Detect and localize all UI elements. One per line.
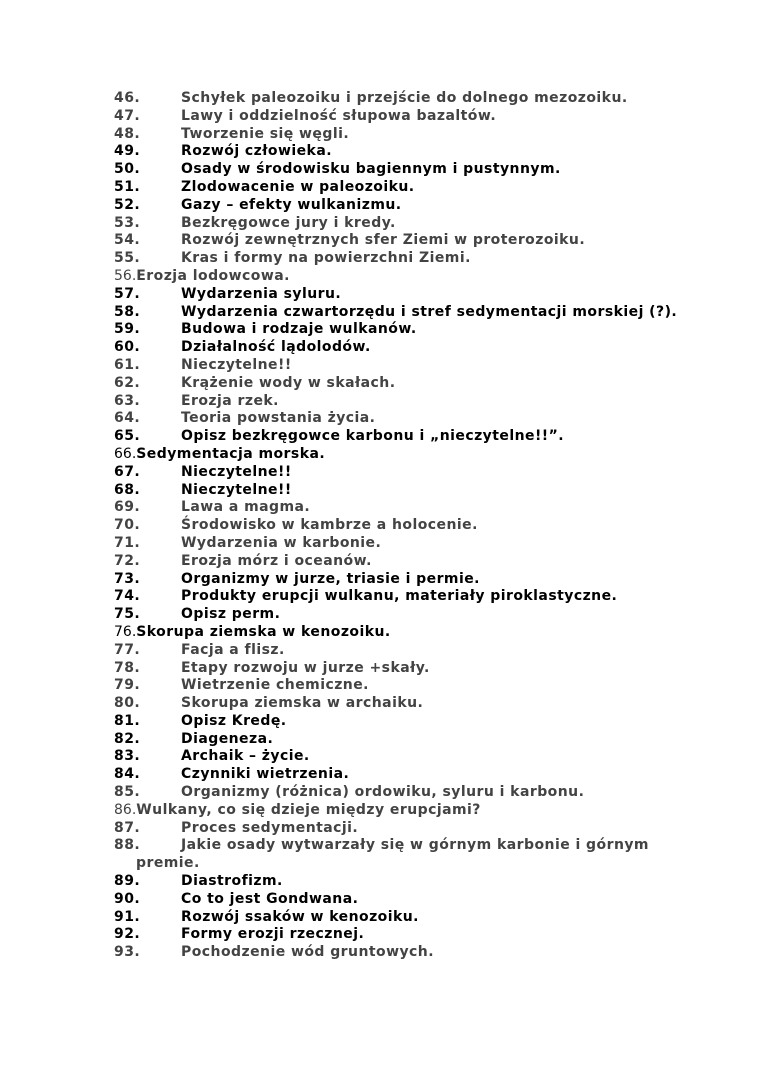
item-text: Wydarzenia w karbonie. xyxy=(181,534,382,551)
item-number: 65. xyxy=(114,428,141,445)
item-number: 59. xyxy=(114,321,141,338)
list-item xyxy=(114,820,704,838)
item-text: Opisz perm. xyxy=(181,606,281,623)
item-number: 53. xyxy=(114,214,141,231)
list-item xyxy=(114,660,704,678)
item-text: Erozja lodowcowa. xyxy=(136,267,290,284)
list-item xyxy=(114,677,704,695)
item-number: 85. xyxy=(114,784,141,801)
item-text: Rozwój człowieka. xyxy=(181,143,332,160)
item-number: 56. xyxy=(114,267,137,284)
list-item xyxy=(114,624,704,642)
item-text: Tworzenie się węgli. xyxy=(181,125,350,142)
item-text: Skorupa ziemska w archaiku. xyxy=(181,695,424,712)
list-item xyxy=(114,606,704,624)
list-item xyxy=(114,499,704,517)
list-item xyxy=(114,642,704,660)
item-number: 78. xyxy=(114,659,141,676)
list-item xyxy=(114,250,704,268)
item-number: 55. xyxy=(114,250,141,267)
item-number: 62. xyxy=(114,374,141,391)
item-number: 76. xyxy=(114,623,137,640)
item-number: 54. xyxy=(114,232,141,249)
item-text: Erozja mórz i oceanów. xyxy=(181,552,372,569)
list-item xyxy=(114,321,704,339)
list-item xyxy=(114,731,704,749)
item-text: Wulkany, co się dzieje między erupcjami? xyxy=(136,801,481,818)
item-number: 52. xyxy=(114,196,141,213)
list-item xyxy=(114,748,704,766)
item-text: Nieczytelne!! xyxy=(181,463,292,480)
list-item xyxy=(114,161,704,179)
list-item xyxy=(114,926,704,944)
list-item xyxy=(114,588,704,606)
item-text: Kras i formy na powierzchni Ziemi. xyxy=(181,250,471,267)
item-text: Organizmy (różnica) ordowiku, syluru i karbonu. xyxy=(181,784,585,801)
list-item xyxy=(114,464,704,482)
item-text: Wietrzenie chemiczne. xyxy=(181,677,369,694)
list-item xyxy=(114,909,704,927)
item-text: Osady w środowisku bagiennym i pustynnym. xyxy=(181,161,561,178)
item-text: Schyłek paleozoiku i przejście do dolnego mezozoiku. xyxy=(181,90,628,106)
item-number: 51. xyxy=(114,178,141,195)
item-text: Proces sedymentacji. xyxy=(181,819,359,836)
list-item xyxy=(114,357,704,375)
item-number: 90. xyxy=(114,890,141,907)
list-item xyxy=(114,446,704,464)
list-item xyxy=(114,482,704,500)
item-text: Opisz Kredę. xyxy=(181,712,287,729)
item-text: Bezkręgowce jury i kredy. xyxy=(181,214,396,231)
list-item xyxy=(114,873,704,891)
list-item xyxy=(114,784,704,802)
item-number: 64. xyxy=(114,410,141,427)
item-text: Co to jest Gondwana. xyxy=(181,890,359,907)
item-number: 92. xyxy=(114,926,141,943)
item-number: 69. xyxy=(114,499,141,516)
list-item xyxy=(114,197,704,215)
item-number: 49. xyxy=(114,143,141,160)
item-text: Archaik – życie. xyxy=(181,748,310,765)
item-number: 87. xyxy=(114,819,141,836)
item-text: Formy erozji rzecznej. xyxy=(181,926,365,943)
list-item xyxy=(114,108,704,126)
item-number: 89. xyxy=(114,873,141,890)
list-item xyxy=(114,375,704,393)
list-item xyxy=(114,90,704,108)
item-number: 88. xyxy=(114,837,141,854)
list-item xyxy=(114,891,704,909)
list-item xyxy=(114,553,704,571)
item-number: 81. xyxy=(114,712,141,729)
item-text: Lawy i oddzielność słupowa bazaltów. xyxy=(181,107,497,124)
list-item xyxy=(114,944,704,962)
item-text: Wydarzenia syluru. xyxy=(181,285,342,302)
item-text: Zlodowacenie w paleozoiku. xyxy=(181,178,415,195)
item-number: 71. xyxy=(114,534,141,551)
list-item xyxy=(114,535,704,553)
item-number: 79. xyxy=(114,677,141,694)
item-text: Organizmy w jurze, triasie i permie. xyxy=(181,570,480,587)
list-item xyxy=(114,837,704,873)
item-number: 73. xyxy=(114,570,141,587)
item-text: Nieczytelne!! xyxy=(181,481,292,498)
item-number: 86. xyxy=(114,801,137,818)
list-item xyxy=(114,393,704,411)
item-text: Facja a flisz. xyxy=(181,641,285,658)
list-item xyxy=(114,232,704,250)
item-text: Jakie osady wytwarzały się w górnym karbonie i górnym premie. xyxy=(136,837,649,872)
item-number: 80. xyxy=(114,695,141,712)
item-text: Krążenie wody w skałach. xyxy=(181,374,396,391)
item-number: 46. xyxy=(114,90,141,106)
item-number: 68. xyxy=(114,481,141,498)
item-number: 77. xyxy=(114,641,141,658)
list-item xyxy=(114,410,704,428)
item-text: Opisz bezkręgowce karbonu i „nieczytelne!!”. xyxy=(181,428,565,445)
item-number: 47. xyxy=(114,107,141,124)
list-item xyxy=(114,766,704,784)
list-item xyxy=(114,268,704,286)
item-text: Budowa i rodzaje wulkanów. xyxy=(181,321,417,338)
item-text: Erozja rzek. xyxy=(181,392,279,409)
list-item xyxy=(114,713,704,731)
item-text: Sedymentacja morska. xyxy=(136,445,326,462)
item-number: 60. xyxy=(114,339,141,356)
list-item xyxy=(114,179,704,197)
item-number: 48. xyxy=(114,125,141,142)
list-item xyxy=(114,571,704,589)
item-text: Środowisko w kambrze a holocenie. xyxy=(181,517,478,534)
item-number: 50. xyxy=(114,161,141,178)
item-number: 66. xyxy=(114,445,137,462)
item-number: 93. xyxy=(114,944,141,961)
list-item xyxy=(114,695,704,713)
item-text: Rozwój zewnętrznych sfer Ziemi w proterozoiku. xyxy=(181,232,586,249)
item-number: 83. xyxy=(114,748,141,765)
item-text: Nieczytelne!! xyxy=(181,356,292,373)
item-number: 72. xyxy=(114,552,141,569)
item-number: 57. xyxy=(114,285,141,302)
item-number: 74. xyxy=(114,588,141,605)
item-number: 91. xyxy=(114,908,141,925)
item-number: 61. xyxy=(114,356,141,373)
item-number: 58. xyxy=(114,303,141,320)
item-number: 70. xyxy=(114,517,141,534)
item-number: 63. xyxy=(114,392,141,409)
question-list xyxy=(114,90,704,962)
item-text: Diastrofizm. xyxy=(181,873,283,890)
item-text: Teoria powstania życia. xyxy=(181,410,376,427)
item-text: Lawa a magma. xyxy=(181,499,311,516)
item-number: 82. xyxy=(114,730,141,747)
item-text: Diageneza. xyxy=(181,730,274,747)
item-text: Wydarzenia czwartorzędu i stref sedymentacji morskiej (?). xyxy=(181,303,678,320)
list-item xyxy=(114,802,704,820)
item-text: Produkty erupcji wulkanu, materiały piroklastyczne. xyxy=(181,588,618,605)
list-item xyxy=(114,215,704,233)
item-number: 67. xyxy=(114,463,141,480)
list-item xyxy=(114,286,704,304)
list-item xyxy=(114,428,704,446)
list-item xyxy=(114,143,704,161)
item-number: 75. xyxy=(114,606,141,623)
list-item xyxy=(114,517,704,535)
item-text: Pochodzenie wód gruntowych. xyxy=(181,944,434,961)
item-number: 84. xyxy=(114,766,141,783)
item-text: Etapy rozwoju w jurze +skały. xyxy=(181,659,430,676)
list-item xyxy=(114,126,704,144)
item-text: Gazy – efekty wulkanizmu. xyxy=(181,196,402,213)
list-item xyxy=(114,304,704,322)
item-text: Rozwój ssaków w kenozoiku. xyxy=(181,908,419,925)
list-item xyxy=(114,339,704,357)
item-text: Czynniki wietrzenia. xyxy=(181,766,350,783)
item-text: Działalność lądolodów. xyxy=(181,339,371,356)
item-text: Skorupa ziemska w kenozoiku. xyxy=(136,623,391,640)
